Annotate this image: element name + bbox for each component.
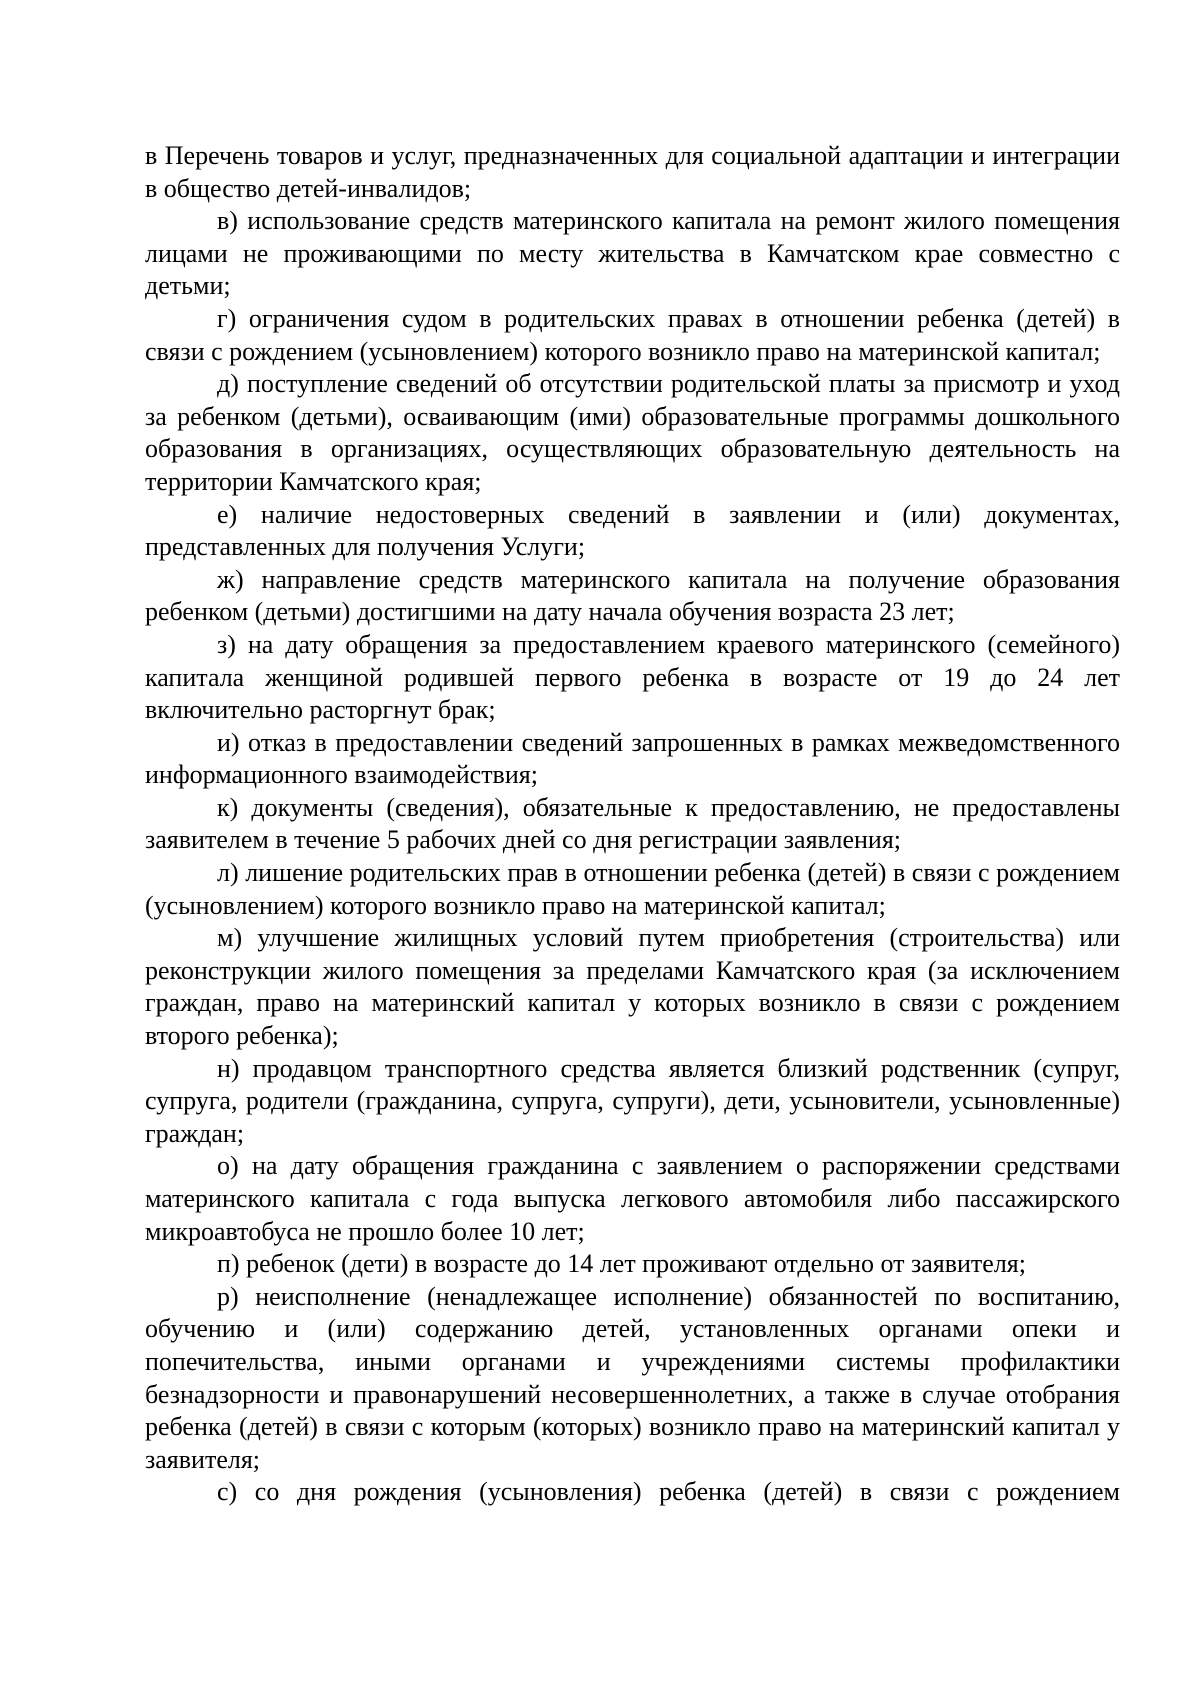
item-letter: з) bbox=[217, 629, 236, 659]
paragraph-text: продавцом транспортного средства является близкий родственник (супруг, супруга, родители (гражданина, супруга, супруги), дети, усыновители, усыновленные) граждан; bbox=[145, 1053, 1120, 1148]
list-item-e bbox=[145, 499, 1120, 564]
list-item-p bbox=[145, 1248, 1120, 1281]
item-letter: р) bbox=[217, 1281, 239, 1311]
paragraph-text: наличие недостоверных сведений в заявлении и (или) документах, представленных для получения Услуги; bbox=[145, 499, 1120, 562]
paragraph-text: ограничения судом в родительских правах в отношении ребенка (детей) в связи с рождением (усыновлением) которого возникло право на материнской капитал; bbox=[145, 303, 1121, 366]
item-letter: г) bbox=[217, 303, 237, 333]
item-letter: в) bbox=[217, 206, 238, 236]
list-item-d bbox=[145, 368, 1120, 498]
list-item-i bbox=[145, 727, 1120, 792]
item-letter: н) bbox=[217, 1053, 240, 1083]
list-item-o bbox=[145, 1150, 1120, 1248]
list-item-l bbox=[145, 857, 1120, 922]
list-item-n bbox=[145, 1053, 1120, 1151]
paragraph-text: отказ в предоставлении сведений запрошенных в рамках межведомственного информационного взаимодействия; bbox=[145, 727, 1120, 790]
list-item-m bbox=[145, 922, 1120, 1052]
list-item-g bbox=[145, 303, 1120, 368]
item-letter: с) bbox=[217, 1477, 238, 1507]
paragraph-text: направление средств материнского капитала на получение образования ребенком (детьми) достигшими на дату начала обучения возраста 23 лет; bbox=[145, 564, 1120, 627]
paragraph-text: лишение родительских прав в отношении ребенка (детей) в связи с рождением (усыновлением) которого возникло право на материнской капитал; bbox=[145, 858, 1120, 920]
list-item-zh bbox=[145, 564, 1120, 629]
paragraph-text: ребенок (дети) в возрасте до 14 лет проживают отдельно от заявителя; bbox=[246, 1249, 1026, 1279]
item-letter: ж) bbox=[217, 564, 244, 594]
item-letter: п) bbox=[217, 1249, 240, 1279]
paragraph-text: на дату обращения за предоставлением краевого материнского (семейного) капитала женщиной родившей первого ребенка в возрасте от 19 до 24 лет включительно расторгнут брак; bbox=[145, 629, 1121, 725]
paragraph-text: улучшение жилищных условий путем приобретения (строительства) или реконструкции жилого помещения за пределами Камчатского края (за исключением граждан, право на материнский капитал у которых возникло в связи с рождением второго ребенка); bbox=[145, 923, 1121, 1051]
item-letter: е) bbox=[217, 499, 238, 529]
paragraph-text: в Перечень товаров и услуг, предназначенных для социальной адаптации и интеграции в общество детей-инвалидов; bbox=[145, 141, 1120, 203]
item-letter: м) bbox=[217, 923, 243, 953]
paragraph-text: со дня рождения (усыновления) ребенка (детей) в связи с рождением bbox=[254, 1477, 1121, 1507]
item-letter: к) bbox=[217, 792, 239, 822]
list-item-r bbox=[145, 1281, 1120, 1477]
item-letter: и) bbox=[217, 727, 240, 757]
list-item-v bbox=[145, 205, 1120, 303]
paragraph-text: поступление сведений об отсутствии родительской платы за присмотр и уход за ребенком (детьми), осваивающим (ими) образовательные программы дошкольного образования в организациях, осуществляющих образовательную деятельность на территории Камчатского края; bbox=[145, 369, 1121, 496]
list-item-z bbox=[145, 629, 1120, 727]
list-item-k bbox=[145, 792, 1120, 857]
paragraph-continuation bbox=[145, 140, 1120, 205]
paragraph-text: документы (сведения), обязательные к предоставлению, не предоставлены заявителем в течение 5 рабочих дней со дня регистрации заявления; bbox=[145, 792, 1120, 855]
item-letter: д) bbox=[217, 369, 239, 399]
item-letter: о) bbox=[217, 1151, 239, 1181]
document-page bbox=[145, 140, 1120, 1509]
list-item-s bbox=[145, 1476, 1120, 1509]
paragraph-text: неисполнение (ненадлежащее исполнение) обязанностей по воспитанию, обучению и (или) содержанию детей, установленных органами опеки и попечительства, иными органами и учреждениями системы профилактики безнадзорности и правонарушений несовершеннолетних, а также в случае отобрания ребенка (детей) в связи с которым (которых) возникло право на материнский капитал у заявителя; bbox=[145, 1281, 1120, 1474]
item-letter: л) bbox=[217, 858, 239, 888]
paragraph-text: использование средств материнского капитала на ремонт жилого помещения лицами не проживающими по месту жительства в Камчатском крае совместно с детьми; bbox=[145, 206, 1120, 301]
paragraph-text: на дату обращения гражданина с заявлением о распоряжении средствами материнского капитала с года выпуска легкового автомобиля либо пассажирского микроавтобуса не прошло более 10 лет; bbox=[145, 1151, 1121, 1246]
